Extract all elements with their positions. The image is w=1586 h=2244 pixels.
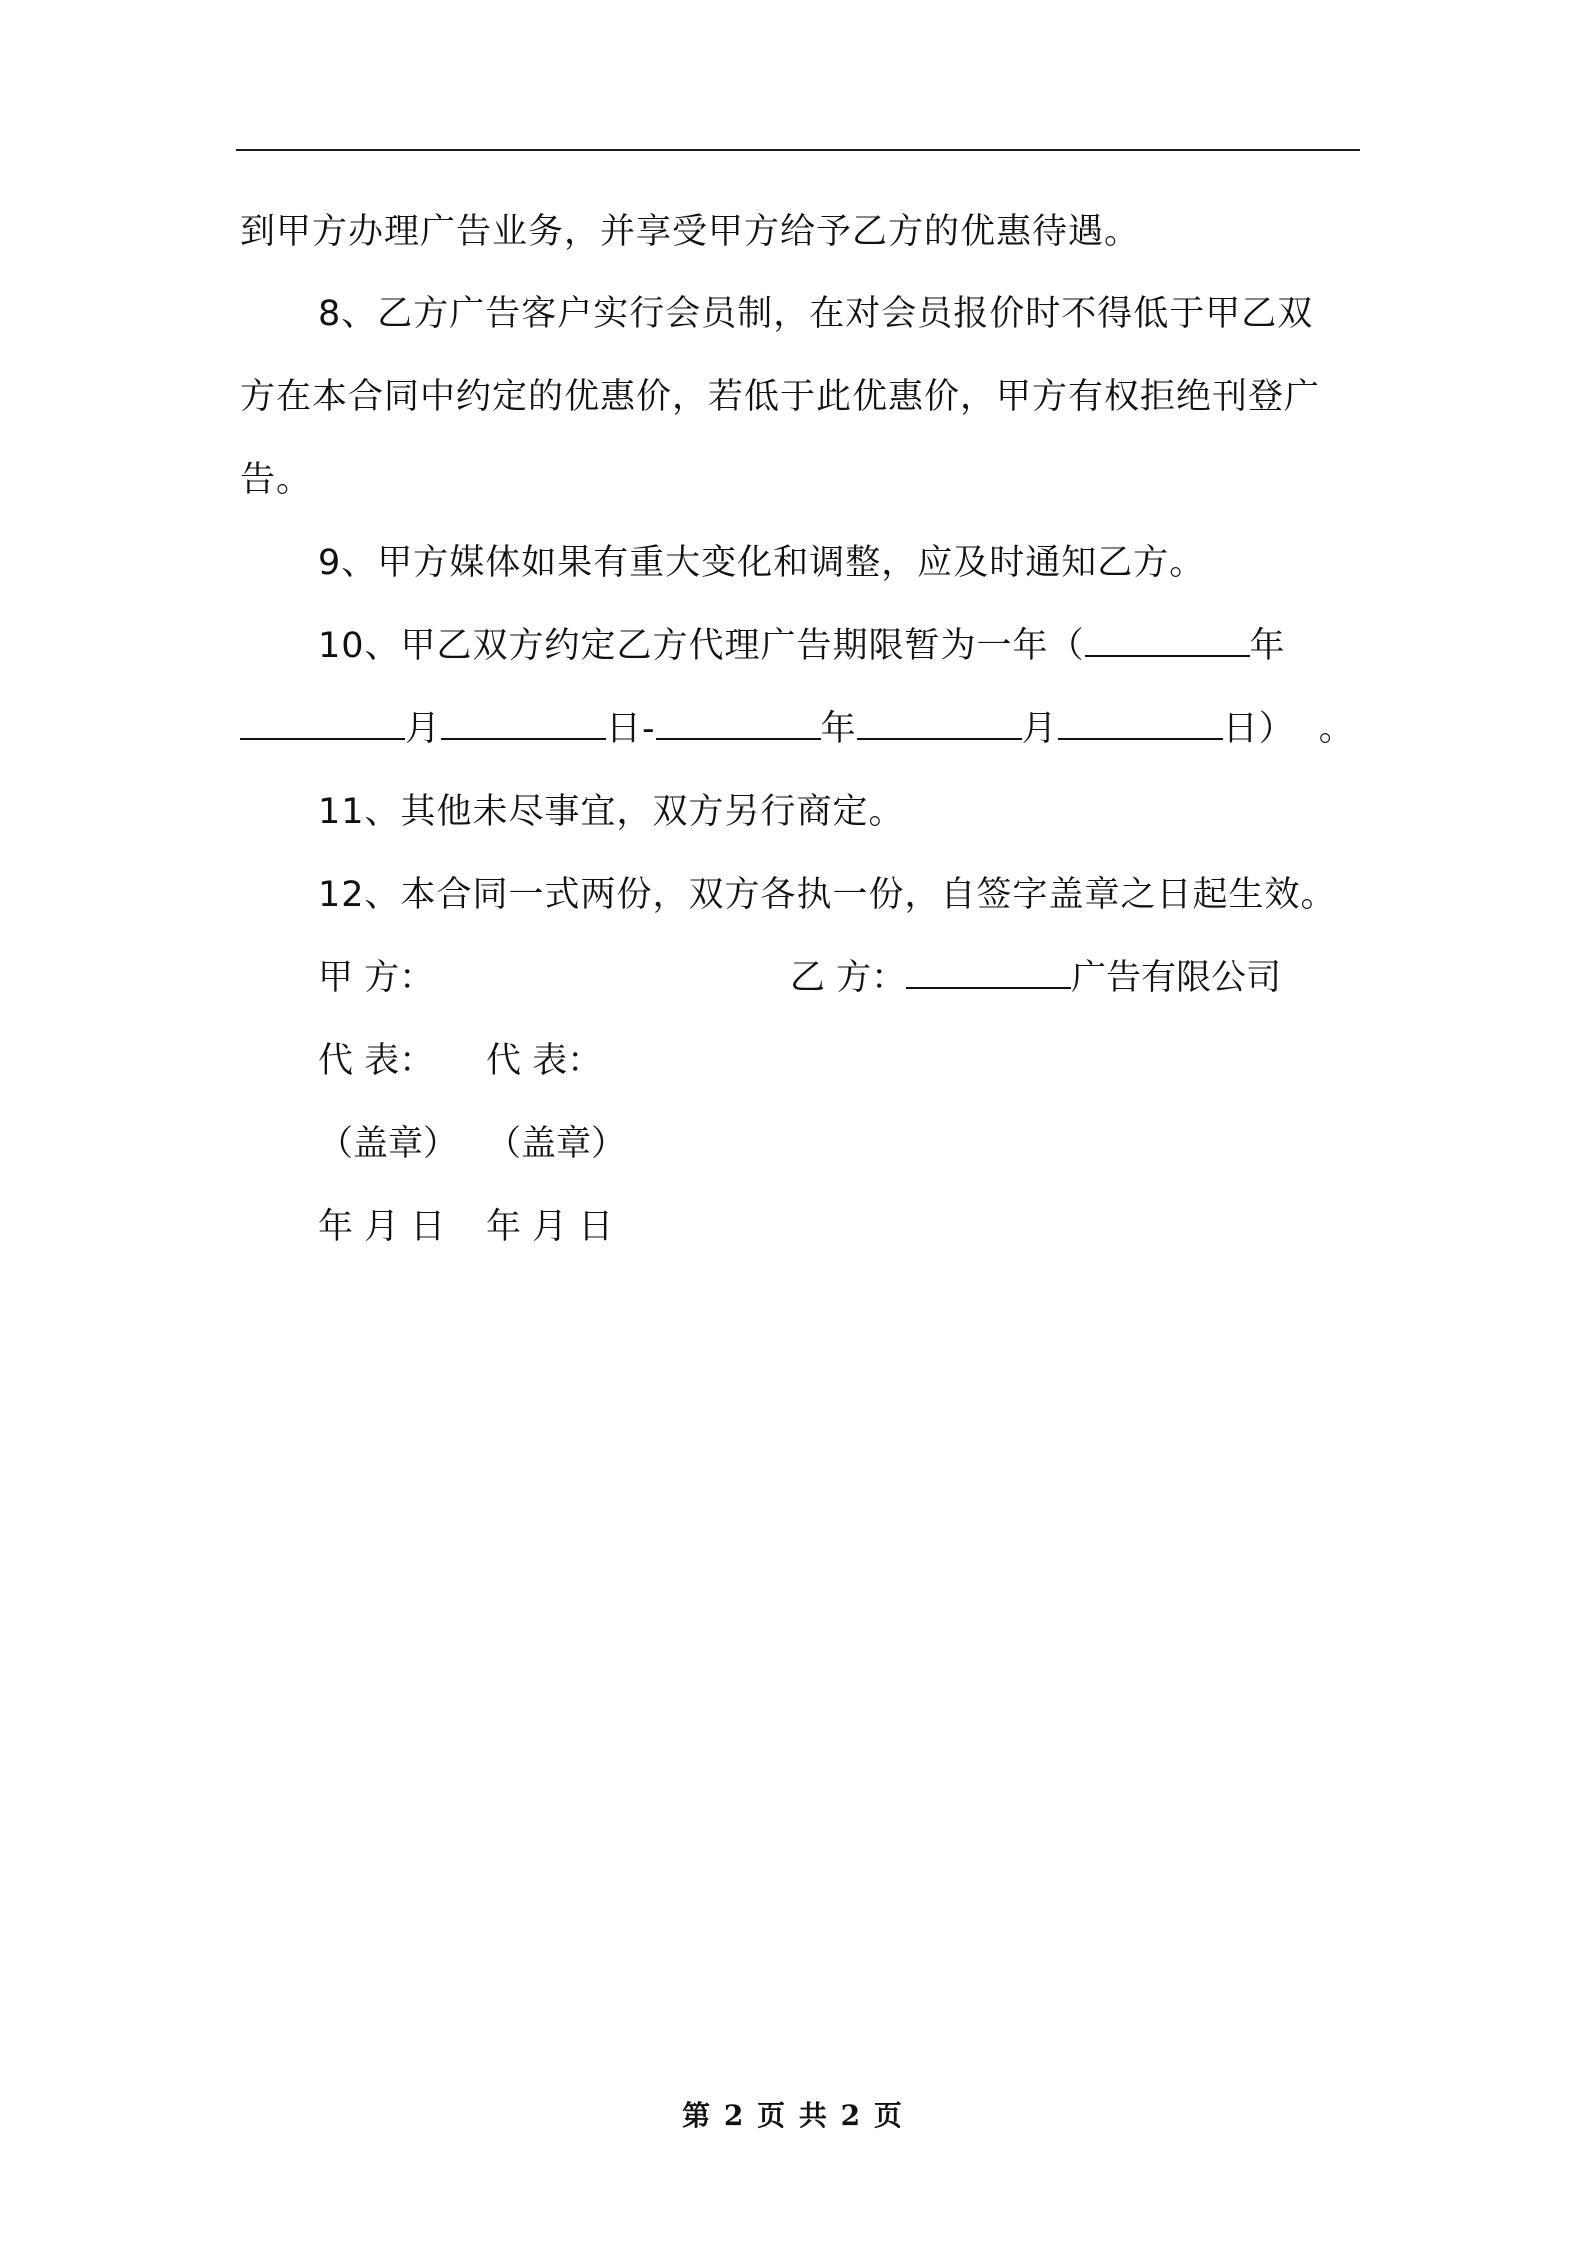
clause-10-line-1 <box>318 624 1286 668</box>
clause-11: 11、其他未尽事宜，双方另行商定。 <box>318 792 905 832</box>
page-footer: 第 2 页 共 2 页 <box>682 2099 904 2132</box>
clause-10-day-2: 日） <box>1222 709 1295 749</box>
clause-10-lead: 10、甲乙双方约定乙方代理广告期限暂为一年（ <box>318 626 1085 666</box>
clause-9: 9、甲方媒体如果有重大变化和调整，应及时通知乙方。 <box>318 543 1206 583</box>
clause-10-end: 。 <box>1318 709 1355 749</box>
party-a-label: 甲 方： <box>318 958 435 998</box>
party-b-line <box>790 956 1281 1000</box>
clause-10-month-2: 月 <box>1021 709 1058 749</box>
seal-a-label: （盖章） <box>318 1124 459 1164</box>
clause-10-year-2: 年 <box>820 709 857 749</box>
clause-10-month-1: 月 <box>405 709 442 749</box>
clause-12: 12、本合同一式两份，双方各执一份，自签字盖章之日起生效。 <box>318 875 1337 915</box>
clause-8-line-3: 告。 <box>240 460 313 500</box>
rep-a-label: 代 表： <box>318 1041 435 1081</box>
clause-8-line-2: 方在本合同中约定的优惠价，若低于此优惠价，甲方有权拒绝刊登广 <box>240 377 1321 417</box>
date-b-label: 年 月 日 <box>486 1207 614 1247</box>
blank-field <box>1085 627 1250 657</box>
party-b-label: 乙 方： <box>790 958 907 998</box>
blank-field <box>906 959 1071 989</box>
clause-10-day-1: 日- <box>606 709 656 749</box>
clause-10-year-1: 年 <box>1249 626 1286 666</box>
seal-b-label: （盖章） <box>486 1124 627 1164</box>
blank-field <box>656 710 821 740</box>
header-rule <box>236 149 1360 151</box>
clause-10-line-2 <box>240 707 1355 751</box>
party-b-company: 广告有限公司 <box>1071 958 1282 998</box>
blank-field <box>1058 710 1223 740</box>
blank-field <box>240 710 405 740</box>
paragraph-line: 到甲方办理广告业务，并享受甲方给予乙方的优惠待遇。 <box>240 212 1141 252</box>
rep-b-label: 代 表： <box>486 1041 603 1081</box>
clause-8-line-1: 8、乙方广告客户实行会员制，在对会员报价时不得低于甲乙双 <box>318 294 1314 334</box>
blank-field <box>857 710 1022 740</box>
blank-field <box>441 710 606 740</box>
date-a-label: 年 月 日 <box>318 1207 446 1247</box>
